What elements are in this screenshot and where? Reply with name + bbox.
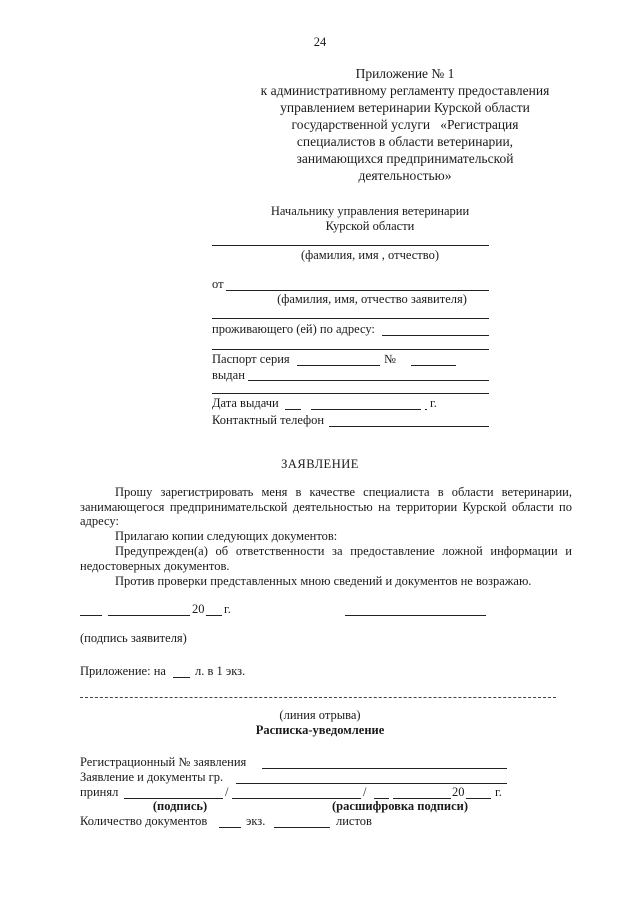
passport-series-label: Паспорт серия [212, 352, 290, 366]
page-number: 24 [313, 35, 327, 49]
appendix-line-5: занимающихся предпринимательской [296, 151, 514, 166]
accepted-label: принял [80, 785, 119, 799]
passport-series-underline[interactable] [297, 365, 380, 366]
statement-para-2: Прилагаю копии следующих документов: [115, 529, 338, 543]
issued-underline[interactable] [248, 380, 489, 381]
accepted-year-suffix: г. [495, 785, 502, 799]
address-underline-2[interactable] [212, 349, 489, 350]
from-underline[interactable] [226, 290, 489, 291]
date-day-underline[interactable] [80, 615, 102, 616]
signature-hint: (подпись) [152, 799, 208, 813]
applicant-signature-underline[interactable] [345, 615, 486, 616]
address-label: проживающего (ей) по адресу: [212, 322, 375, 336]
attachment-sheets-underline[interactable] [173, 677, 190, 678]
from-label: от [212, 277, 224, 291]
docs-label: Заявление и документы гр. [80, 770, 224, 784]
count-sheets-underline[interactable] [274, 827, 330, 828]
count-label: Количество документов [80, 814, 208, 828]
copies-label: экз. [246, 814, 266, 828]
fio-hint: (фамилия, имя , отчество) [301, 248, 439, 262]
issue-month-underline[interactable] [311, 409, 421, 410]
phone-underline[interactable] [329, 426, 489, 427]
date-year-underline[interactable] [206, 615, 222, 616]
appendix-title: Приложение № 1 [355, 66, 455, 81]
issued-label: выдан [212, 368, 245, 382]
date-year-prefix: 20 [192, 602, 205, 616]
attachment-rest: л. в 1 экз. [195, 664, 246, 678]
addressee-line-2: Курской области [325, 219, 415, 233]
applicant-signature-hint: (подпись заявителя) [80, 631, 187, 645]
date-suffix: г. [224, 602, 231, 616]
attachment-label: Приложение: на [80, 664, 166, 678]
fio-underline[interactable] [212, 245, 489, 246]
issue-year-underline[interactable] [425, 409, 427, 410]
addressee-line-1: Начальнику управления ветеринарии [270, 204, 470, 218]
passport-number-underline[interactable] [411, 365, 456, 366]
issue-year-suffix: г. [430, 396, 437, 410]
appendix-line-6: деятельностью» [358, 168, 452, 183]
appendix-line-2: управлением ветеринарии Курской области [280, 100, 530, 115]
phone-label: Контактный телефон [212, 413, 325, 427]
reg-number-underline[interactable] [262, 768, 507, 769]
reg-number-label: Регистрационный № заявления [80, 755, 247, 769]
passport-number-label: № [384, 352, 396, 366]
accepted-slash-2: / [363, 785, 367, 799]
statement-para-3: Предупрежден(а) об ответственности за предоставление ложной информации и недостоверных документов. [80, 544, 572, 573]
tear-line-label: (линия отрыва) [279, 708, 361, 722]
decoding-hint: (расшифровка подписи) [331, 799, 469, 813]
accepted-slash-1: / [225, 785, 229, 799]
issue-date-label: Дата выдачи [212, 396, 279, 410]
receipt-title: Расписка-уведомление [255, 723, 385, 737]
appendix-line-3: государственной услуги «Регистрация [291, 117, 519, 132]
address-underline[interactable] [382, 335, 489, 336]
count-copies-underline[interactable] [219, 827, 241, 828]
sheets-label: листов [336, 814, 372, 828]
statement-heading: ЗАЯВЛЕНИЕ [281, 457, 359, 471]
issue-day-underline[interactable] [285, 409, 301, 410]
accepted-year-prefix: 20 [452, 785, 465, 799]
issued-underline-2[interactable] [212, 393, 489, 394]
appendix-line-4: специалистов в области ветеринарии, [296, 134, 514, 149]
appendix-line-1: к административному регламенту предоставления [260, 83, 550, 98]
date-month-underline[interactable] [108, 615, 190, 616]
statement-para-1: Прошу зарегистрировать меня в качестве специалиста в области ветеринарии, занимающегося предпринимательской деятельностью на территории Курской области по адресу: [80, 485, 572, 528]
docs-underline[interactable] [236, 783, 507, 784]
tear-line [80, 697, 556, 698]
applicant-underline-2[interactable] [212, 318, 489, 319]
applicant-hint: (фамилия, имя, отчество заявителя) [277, 292, 467, 306]
statement-para-4: Против проверки представленных мною сведений и документов не возражаю. [115, 574, 532, 588]
